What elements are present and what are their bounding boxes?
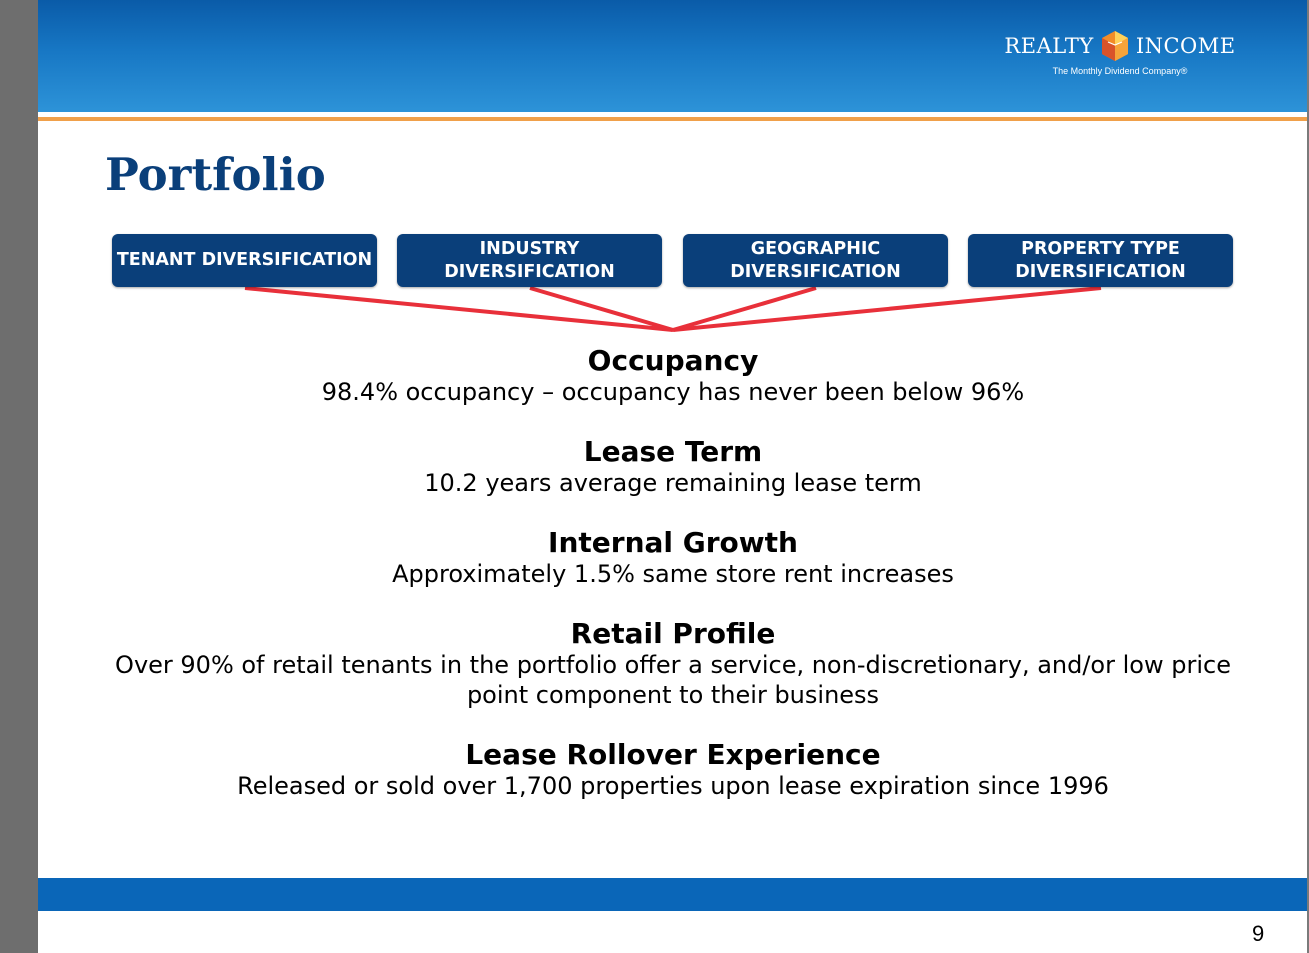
viewer-gutter	[0, 0, 38, 953]
section-body: 10.2 years average remaining lease term	[424, 469, 922, 497]
section-heading: Internal Growth	[548, 526, 798, 559]
pill-geographic-diversification: GEOGRAPHIC DIVERSIFICATION	[683, 234, 948, 287]
logo-tagline: The Monthly Dividend Company®	[1052, 66, 1188, 76]
footer-band	[38, 878, 1307, 911]
section-lease-rollover	[108, 739, 1238, 801]
section-heading: Lease Rollover Experience	[465, 738, 881, 771]
pill-industry-diversification: INDUSTRY DIVERSIFICATION	[397, 234, 662, 287]
section-retail-profile	[108, 618, 1238, 710]
pill-property-type-diversification: PROPERTY TYPE DIVERSIFICATION	[968, 234, 1233, 287]
section-occupancy	[108, 345, 1238, 407]
section-body: Released or sold over 1,700 properties upon lease expiration since 1996	[237, 772, 1109, 800]
section-internal-growth	[108, 527, 1238, 589]
section-body: 98.4% occupancy – occupancy has never been below 96%	[321, 378, 1025, 406]
logo-word-income: INCOME	[1135, 34, 1236, 58]
portfolio-sections	[108, 345, 1238, 830]
section-body: Approximately 1.5% same store rent increases	[392, 560, 954, 588]
slide	[38, 0, 1307, 953]
section-heading: Lease Term	[583, 435, 763, 468]
pill-tenant-diversification: TENANT DIVERSIFICATION	[112, 234, 377, 287]
page-title: Portfolio	[105, 148, 326, 201]
section-heading: Occupancy	[587, 344, 759, 377]
connector-line-property	[673, 288, 1101, 330]
logo-word-realty: REALTY	[1004, 34, 1094, 58]
page-number: 9	[1252, 921, 1265, 946]
section-lease-term	[108, 436, 1238, 498]
section-heading: Retail Profile	[570, 617, 776, 650]
section-body: Over 90% of retail tenants in the portfolio offer a service, non-discretionary, and/or low price point component to their business	[115, 651, 1231, 709]
connector-line-tenant	[245, 288, 673, 330]
